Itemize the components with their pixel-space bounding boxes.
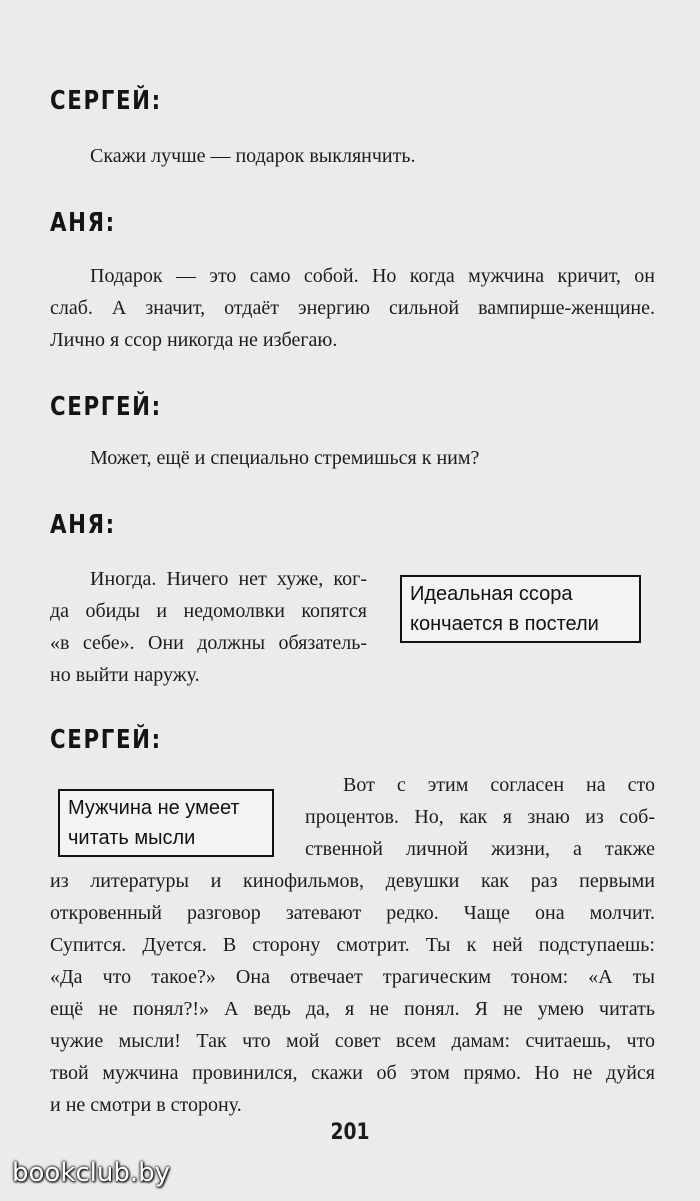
text-line: ственной личной жизни, а также bbox=[305, 838, 655, 860]
text-line: Скажи лучше — подарок выклянчить. bbox=[90, 145, 416, 167]
callout-line: Идеальная ссора bbox=[410, 583, 573, 605]
text-line: «Да что такое?» Она отвечает трагическим тоном: «А ты bbox=[50, 966, 655, 988]
text-line: из литературы и кинофильмов, девушки как раз первыми bbox=[50, 870, 655, 892]
speaker-sergey: СЕРГЕЙ: bbox=[50, 86, 162, 116]
callout-line: кончается в постели bbox=[410, 613, 599, 635]
callout-line: читать мысли bbox=[68, 827, 196, 849]
text-line: откровенный разговор затевают редко. Чаще она молчит. bbox=[50, 902, 655, 924]
text-line: Супится. Дуется. В сторону смотрит. Ты к ней подступаешь: bbox=[50, 934, 655, 956]
speaker-sergey: СЕРГЕЙ: bbox=[50, 392, 162, 422]
page-number: 201 bbox=[330, 1120, 370, 1145]
text-line: процентов. Но, как я знаю из соб- bbox=[305, 806, 655, 828]
text-line: «в себе». Они должны обязатель- bbox=[50, 632, 367, 654]
callout-mind-reading bbox=[58, 789, 274, 857]
text-line: слаб. А значит, отдаёт энергию сильной вампирше-женщине. bbox=[50, 297, 655, 319]
speaker-anya: АНЯ: bbox=[50, 510, 116, 540]
text-line: чужие мысли! Так что мой совет всем дамам: считаешь, что bbox=[50, 1030, 655, 1052]
text-line: да обиды и недомолвки копятся bbox=[50, 600, 367, 622]
speaker-anya: АНЯ: bbox=[50, 208, 116, 238]
text-line: Иногда. Ничего нет хуже, ког- bbox=[90, 568, 367, 590]
text-line: Лично я ссор никогда не избегаю. bbox=[50, 329, 338, 351]
callout-ideal-quarrel bbox=[400, 575, 641, 643]
watermark: bookclub.by bbox=[12, 1158, 171, 1188]
text-line: но выйти наружу. bbox=[50, 664, 200, 686]
callout-line: Мужчина не умеет bbox=[68, 797, 240, 819]
text-line: ещё не понял?!» А ведь да, я не понял. Я не умею читать bbox=[50, 998, 655, 1020]
text-line: и не смотри в сторону. bbox=[50, 1094, 242, 1116]
text-line: Может, ещё и специально стремишься к ним? bbox=[90, 447, 480, 469]
text-line: Вот с этим согласен на сто bbox=[343, 774, 655, 796]
text-line: Подарок — это само собой. Но когда мужчина кричит, он bbox=[90, 265, 655, 287]
speaker-sergey: СЕРГЕЙ: bbox=[50, 725, 162, 755]
text-line: твой мужчина провинился, скажи об этом прямо. Но не дуйся bbox=[50, 1062, 655, 1084]
